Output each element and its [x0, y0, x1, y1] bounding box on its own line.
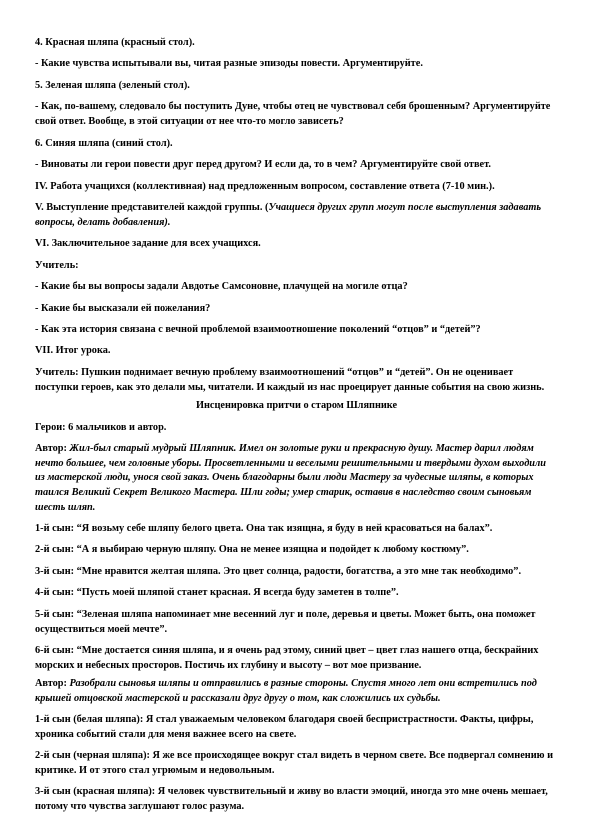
son-3-line: 3-й сын: “Мне нравится желтая шляпа. Это цвет солнца, радости, богатства, а это мне так необходимо”.	[35, 565, 522, 577]
teacher-question-2: - Какие бы высказали ей пожелания?	[35, 302, 211, 314]
section-v-text: V. Выступление представителей каждой группы. (	[35, 201, 269, 213]
author-intro	[35, 442, 558, 515]
son-2-story: 2-й сын (черная шляпа): Я же все происходящее вокруг стал видеть в черном свете. Все подвергал сомнению и критике. И от этого стал угрюмым и недовольным.	[35, 750, 554, 776]
author-intro-text: Жил-был старый мудрый Шляпник. Имел он золотые руки и прекрасную душу. Мастер дарил людям нечто большее, чем головные уборы. Просветленными и веселыми решительными и твердыми духом выходили из мастерской люди, унося свой заказ. Очень благодарны были люди Мастеру за чудесные шляпы, в которых таился Великий Секрет Великого Мастера. Шли годы; умер старик, оставив в наследство своим сыновьям шесть шляп.	[35, 443, 547, 513]
author-label: Автор:	[35, 443, 70, 455]
son-1-story: 1-й сын (белая шляпа): Я стал уважаемым человеком благодаря своей беспристрастности. Факты, цифры, хроника событий стали для меня важнее всего на свете.	[35, 714, 534, 740]
teacher-question-3: - Как эта история связана с вечной проблемой взаимоотношение поколений “отцов” и “детей”?	[35, 324, 481, 335]
section-iv: IV. Работа учащихся (коллективная) над предложенным вопросом, составление ответа (7-10 мин.).	[35, 180, 495, 192]
heading-green-hat: 5. Зеленая шляпа (зеленый стол).	[35, 79, 190, 91]
heading-blue-hat: 6. Синяя шляпа (синий стол).	[35, 137, 173, 149]
son-4-line: 4-й сын: “Пусть моей шляпой станет красная. Я всегда буду заметен в толпе”.	[35, 587, 399, 599]
heading-red-hat: 4. Красная шляпа (красный стол).	[35, 37, 195, 48]
author-transition-text: Разобрали сыновья шляпы и отправились в разные стороны. Спустя много лет они встретились под крышей отцовской мастерской и рассказали друг другу о том, как сложились их судьбы.	[35, 678, 537, 704]
son-5-line: 5-й сын: “Зеленая шляпа напоминает мне весенний луг и поле, деревья и цветы. Может быть, она поможет осуществиться моей мечте”.	[35, 608, 536, 635]
section-vii: VII. Итог урока.	[35, 345, 111, 357]
author-transition	[35, 677, 558, 706]
question-green-hat: - Как, по-вашему, следовало бы поступить Дуне, чтобы отец не чувствовал себя брошенным? Аргументируйте свой ответ. Вообще, в этой ситуации от нее что-то могло зависеть?	[35, 101, 551, 128]
son-2-line: 2-й сын: “А я выбираю черную шляпу. Она не менее изящна и подойдет к любому костюму”.	[35, 544, 469, 556]
section-v	[35, 201, 558, 230]
teacher-question-1: - Какие бы вы вопросы задали Авдотье Самсоновне, плачущей на могиле отца?	[35, 281, 408, 293]
question-blue-hat: - Виноваты ли герои повести друг перед другом? И если да, то в чем? Аргументируйте свой ответ.	[35, 159, 491, 171]
section-v-italic: Учащиеся других групп могут после выступления задавать вопросы, делать добавления).	[35, 201, 542, 228]
parable-title: Инсценировка притчи о старом Шляпнике	[195, 400, 398, 412]
teacher-label: Учитель:	[35, 259, 79, 271]
son-6-line: 6-й сын: “Мне достается синяя шляпа, и я очень рад этому, синий цвет – цвет глаз нашего отца, бескрайних морских и небесных просторов. Постичь их глубину и высоту – вот мое призвание.	[35, 645, 539, 671]
son-1-line: 1-й сын: “Я возьму себе шляпу белого цвета. Она так изящна, я буду в ней красоваться на балах”.	[35, 522, 493, 534]
author-label-2: Автор:	[35, 678, 70, 690]
son-3-story: 3-й сын (красная шляпа): Я человек чувствительный и живу во власти эмоций, иногда это мне очень мешает, потому что чувства заглушают голос разума.	[35, 786, 548, 813]
characters-line: Герои: 6 мальчиков и автор.	[35, 421, 167, 433]
question-red-hat: - Какие чувства испытывали вы, читая разные эпизоды повести. Аргументируйте.	[35, 58, 423, 70]
teacher-summary: Учитель: Пушкин поднимает вечную проблему взаимоотношений “отцов” и “детей”. Он не оценивает поступки героев, как это делали мы, читатели. И каждый из нас проецирует данные события на свою жизнь.	[35, 366, 545, 393]
section-vi: VI. Заключительное задание для всех учащихся.	[35, 238, 261, 250]
